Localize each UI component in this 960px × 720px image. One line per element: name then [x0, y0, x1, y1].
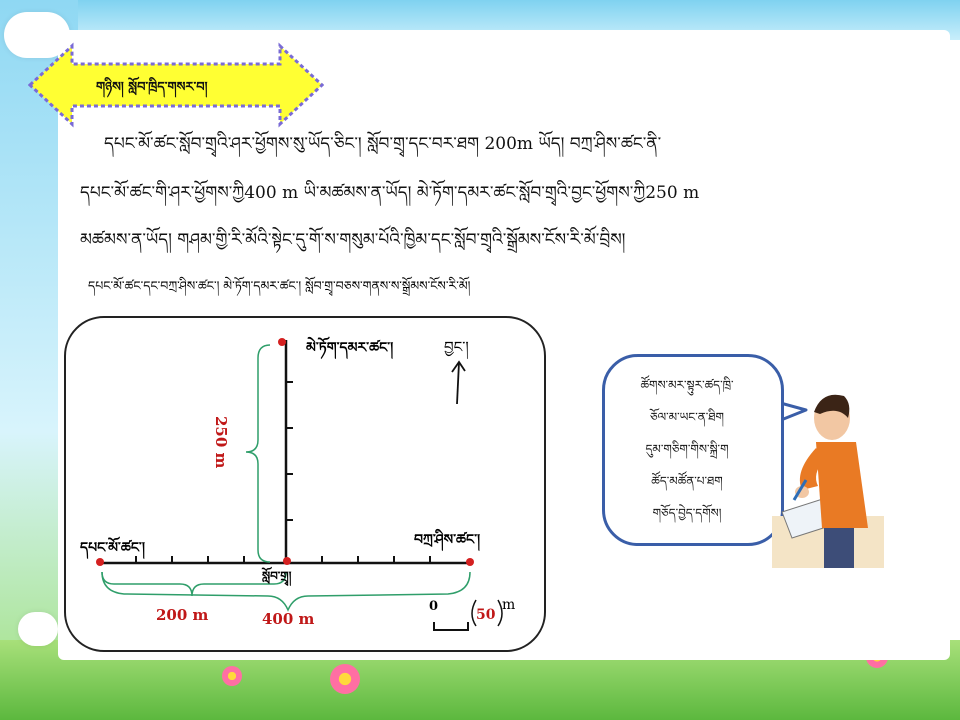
problem-line-3: མཚམས་ན་ཡོད། གཤམ་གྱི་རི་མོའི་སྟེང་དུ་གོ་ས་གསུམ་པོའི་ཁྱིམ་དང་སློབ་གྲྭའི་སྒྲོམས་ངོས་རི་མོ་བྲིས།	[80, 230, 626, 250]
distance-400-label: 400 m	[262, 610, 315, 628]
metok-point	[278, 338, 286, 346]
brace-200	[102, 572, 286, 596]
section-title: གཉིས། སློབ་ཁྲིད་གསར་བ།	[96, 80, 208, 95]
scale-50-label: 50	[476, 607, 496, 623]
scale-unit-label: m	[502, 597, 516, 613]
pangmo-point	[96, 558, 104, 566]
school-point	[283, 557, 291, 565]
distance-250-label: 250 m	[212, 416, 230, 469]
boy-illustration	[772, 388, 884, 568]
brace-250	[246, 345, 270, 562]
speech-line: ཚོགས་མར་སྟུར་ཚད་ཁྲི་	[640, 378, 734, 392]
distance-200-label: 200 m	[156, 606, 209, 624]
north-arrow-icon	[457, 362, 459, 404]
speech-line: གཅོད་བྱེད་དགོས།	[652, 506, 722, 520]
problem-line-1: དཔང་མོ་ཚང་སློབ་གྲྭའི་ཤར་ཕྱོགས་སུ་ཡོད་ཅིང་། སློབ་གྲྭ་དང་བར་ཐག 200m ཡོད། བཀྲ་ཤིས་ཚང་ནི་	[104, 134, 662, 154]
axis-ticks	[136, 382, 430, 563]
pangmo-label: དཔང་མོ་ཚང་།	[80, 540, 145, 556]
scale-zero-label: 0	[429, 599, 439, 614]
metok-label: མེ་ཏོག་དམར་ཚང་།	[306, 340, 394, 356]
north-label: བྱང་།	[444, 338, 469, 356]
speech-line: དུམ་གཅིག་གིས་སྐྲི་ག	[645, 442, 729, 456]
scale-bar	[434, 622, 468, 630]
diagram-caption: དཔང་མོ་ཚང་དང་བཀྲ་ཤིས་ཚང་། མེ་ཏོག་དམར་ཚང་། སློབ་གྲྭ་བཅས་གནས་ས་སྒྲོམས་ངོས་རི་མོ།	[88, 278, 471, 293]
speech-line: ཚོད་མཚོན་པ་ཐག	[651, 474, 723, 488]
problem-line-2: དཔང་མོ་ཚང་གི་ཤར་ཕྱོགས་ཀྱི400 m ཡི་མཚམས་ན་ཡོད། མེ་ཏོག་དམར་ཚང་སློབ་གྲྭའི་བྱང་ཕྱོགས་ཀྱི250 m	[80, 183, 700, 203]
tashi-label: བཀྲ་ཤིས་ཚང་།	[414, 532, 481, 548]
speech-line: ཅོལ་མ་ཡང་ན་ཐིག	[650, 410, 724, 424]
tashi-point	[466, 558, 474, 566]
school-label: སློབ་གྲྭ།	[262, 569, 292, 583]
